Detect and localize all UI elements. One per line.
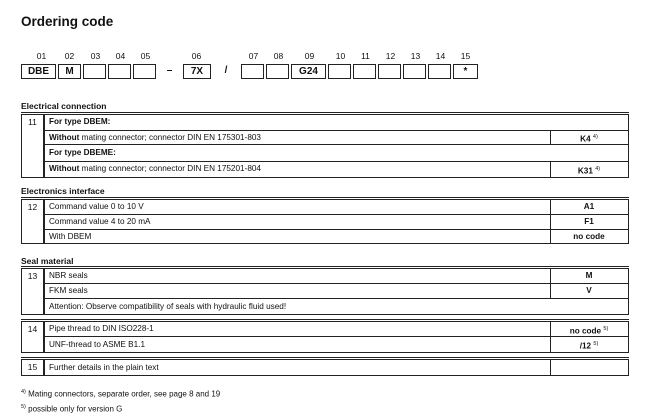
- section-title-electronics: Electronics interface: [21, 186, 105, 196]
- position-09: 09: [304, 51, 315, 61]
- code-dash: –: [166, 65, 173, 76]
- code-box-07: [241, 64, 264, 79]
- position-08: 08: [273, 51, 284, 61]
- attention-note: Attention: Observe compatibility of seals with hydraulic fluid used!: [49, 302, 287, 311]
- row-label: Pipe thread to DIN ISO228-1: [49, 324, 154, 333]
- code-box-04: [108, 64, 131, 79]
- code-box-02: M: [58, 64, 81, 79]
- position-15: 15: [460, 51, 471, 61]
- table-row: [45, 130, 628, 145]
- table-row: [45, 161, 628, 177]
- code-box-13: [403, 64, 426, 79]
- code-box-06: 7X: [183, 64, 211, 79]
- section-number-12: 12: [21, 199, 44, 244]
- section-number-13: 13: [21, 268, 44, 315]
- position-01: 01: [36, 51, 47, 61]
- position-06: 06: [191, 51, 202, 61]
- position-13: 13: [410, 51, 421, 61]
- table-row: [45, 337, 628, 352]
- table-row: [45, 322, 628, 337]
- row-code: K4 $^{4)}$: [580, 134, 598, 144]
- electronics-table: [44, 199, 629, 244]
- table-row: [45, 230, 628, 243]
- row-code: K31 $^{4)}$: [577, 166, 601, 176]
- code-box-10: [328, 64, 351, 79]
- row-label: Further details in the plain text: [49, 363, 159, 372]
- section-divider: [21, 112, 629, 113]
- position-07: 07: [248, 51, 259, 61]
- section-number-11: 11: [21, 114, 44, 178]
- position-03: 03: [90, 51, 101, 61]
- row-code: no code $^{5)}$: [569, 326, 609, 336]
- section-divider: [21, 319, 629, 320]
- section-divider: [21, 357, 629, 358]
- table-row: [45, 299, 628, 314]
- table-row: [45, 284, 628, 299]
- row-label: UNF-thread to ASME B1.1: [49, 340, 146, 349]
- code-box-01: DBE: [21, 64, 56, 79]
- further-table: [44, 359, 629, 376]
- row-code: V: [586, 286, 592, 295]
- row-label: FKM seals: [49, 286, 88, 295]
- position-05: 05: [140, 51, 151, 61]
- footnote-4: $^{4)}$ Mating connectors, separate order, see page 8 and 19: [21, 389, 221, 399]
- row-label: Without mating connector; connector DIN EN 175201-804: [49, 164, 261, 173]
- electrical-table: [44, 114, 629, 178]
- thread-table: [44, 321, 629, 353]
- page-title: Ordering code: [21, 14, 114, 29]
- electrical-head-dbeme: For type DBEME:: [49, 148, 116, 157]
- section-title-electrical: Electrical connection: [21, 101, 107, 111]
- code-box-14: [428, 64, 451, 79]
- row-code: /12 $^{5)}$: [579, 341, 599, 351]
- position-10: 10: [335, 51, 346, 61]
- table-row: [45, 269, 628, 284]
- table-row: [45, 200, 628, 215]
- position-11: 11: [361, 51, 370, 61]
- code-box-09: G24: [291, 64, 326, 79]
- code-box-05: [133, 64, 156, 79]
- position-14: 14: [435, 51, 446, 61]
- section-title-seal: Seal material: [21, 256, 74, 266]
- code-box-15: *: [453, 64, 478, 79]
- electrical-head-dbem: For type DBEM:: [49, 117, 111, 126]
- row-label: With DBEM: [49, 232, 92, 241]
- row-code: no code: [573, 232, 605, 241]
- code-box-08: [266, 64, 289, 79]
- section-number-15: 15: [21, 359, 44, 376]
- section-divider: [21, 197, 629, 198]
- section-divider: [21, 266, 629, 267]
- row-code: A1: [583, 202, 595, 211]
- code-box-11: [353, 64, 376, 79]
- row-code: F1: [584, 217, 594, 226]
- table-row: [45, 215, 628, 230]
- row-label: Command value 0 to 10 V: [49, 202, 144, 211]
- code-box-03: [83, 64, 106, 79]
- footnote-5: $^{5)}$ possible only for version G: [21, 404, 123, 414]
- row-label: Command value 4 to 20 mA: [49, 217, 151, 226]
- seal-table: [44, 268, 629, 315]
- row-label: NBR seals: [49, 271, 88, 280]
- position-12: 12: [385, 51, 396, 61]
- section-number-14: 14: [21, 321, 44, 353]
- code-box-12: [378, 64, 401, 79]
- row-code: M: [585, 271, 593, 280]
- position-04: 04: [115, 51, 126, 61]
- code-slash: /: [224, 65, 228, 76]
- row-label: Without mating connector; connector DIN EN 175301-803: [49, 133, 261, 142]
- position-02: 02: [64, 51, 75, 61]
